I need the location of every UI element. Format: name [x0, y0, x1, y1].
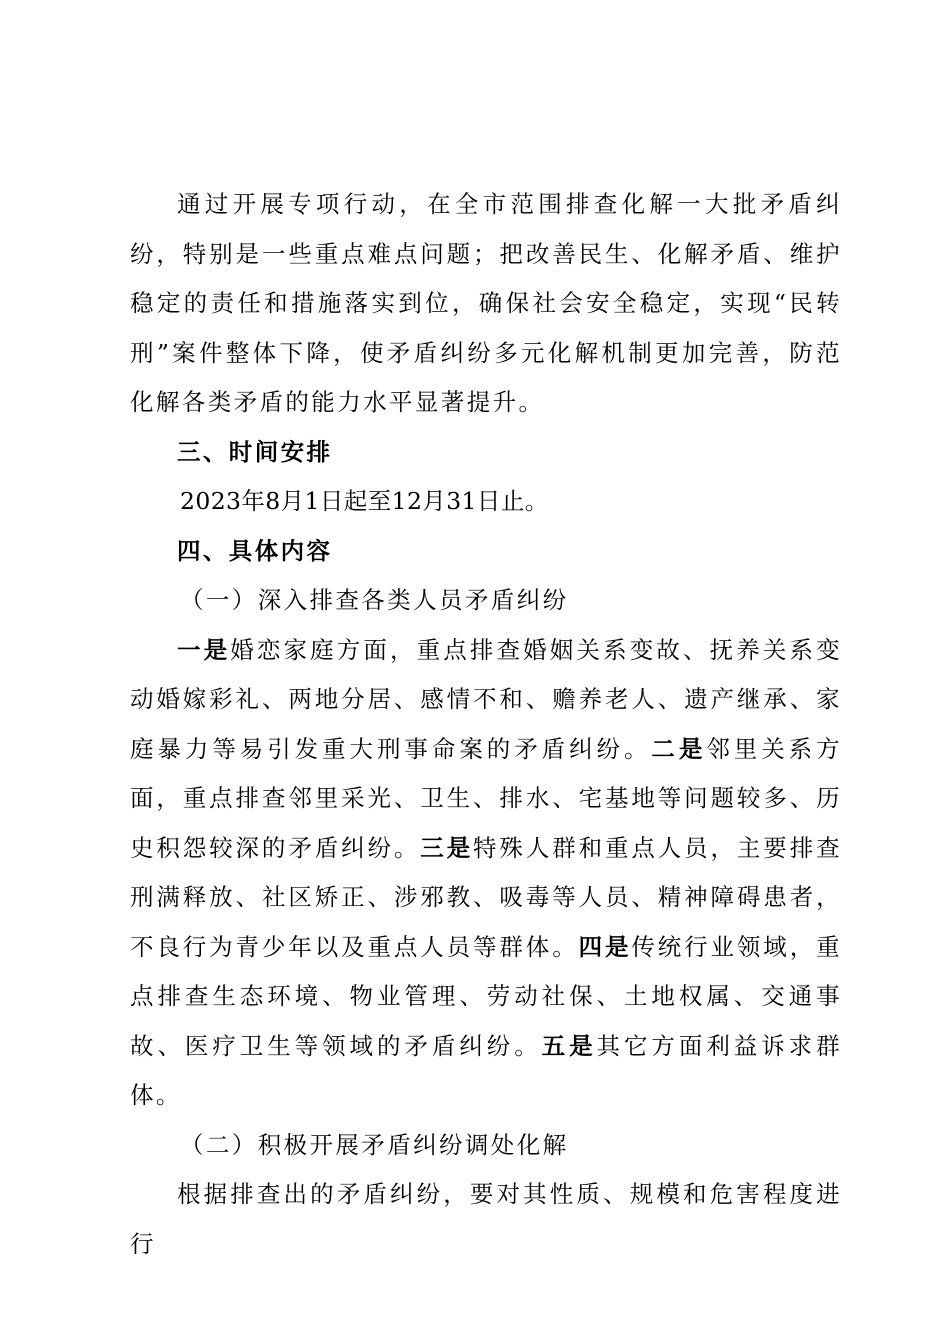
subheading-investigate: （一）深入排查各类人员矛盾纠纷 [180, 586, 569, 614]
heading-specific-content: 四、具体内容 [177, 536, 333, 565]
item-marker-5: 五是 [541, 1031, 597, 1060]
paragraph-items [130, 626, 842, 1121]
item-text-2: 邻里关系方面，重点排查邻里采光、卫生、排水、宅基地等问题较多、历史积怨较深的矛盾纠纷。 [130, 734, 842, 862]
heading-time-arrangement: 三、时间安排 [177, 437, 333, 466]
item-marker-3: 三是 [420, 833, 474, 862]
item-text-1: 婚恋家庭方面，重点排查婚姻关系变故、抚养关系变动婚嫁彩礼、两地分居、感情不和、赡养老人、遗产继承、家庭暴力等易引发重大刑事命案的矛盾纠纷。 [130, 635, 842, 763]
item-marker-4: 四是 [578, 932, 632, 961]
paragraph-last: 根据排查出的矛盾纠纷，要对其性质、规模和危害程度进行 [130, 1180, 842, 1258]
subheading-mediate: （二）积极开展矛盾纠纷调处化解 [180, 1130, 569, 1159]
paragraph-time-range: 2023年8月1日起至12月31日止。 [180, 487, 549, 515]
document-body [130, 180, 842, 1269]
item-text-3: 特殊人群和重点人员，主要排查刑满释放、社区矫正、涉邪教、吸毒等人员、精神障碍患者，不良行为青少年以及重点人员等群体。 [130, 833, 842, 961]
item-text-5: 其它方面利益诉求群体。 [130, 1031, 842, 1109]
item-text-4: 传统行业领域，重点排查生态环境、物业管理、劳动社保、土地权属、交通事故、医疗卫生等领域的矛盾纠纷。 [130, 932, 842, 1060]
item-marker-2: 二是 [651, 734, 707, 763]
paragraph-goal: 通过开展专项行动，在全市范围排查化解一大批矛盾纠纷，特别是一些重点难点问题；把改善民生、化解矛盾、维护稳定的责任和措施落实到位，确保社会安全稳定，实现“民转刑”案件整体下降，使矛盾纠纷多元化解机制更加完善，防范化解各类矛盾的能力水平显著提升。 [130, 190, 842, 416]
item-marker-1: 一是 [177, 635, 231, 664]
